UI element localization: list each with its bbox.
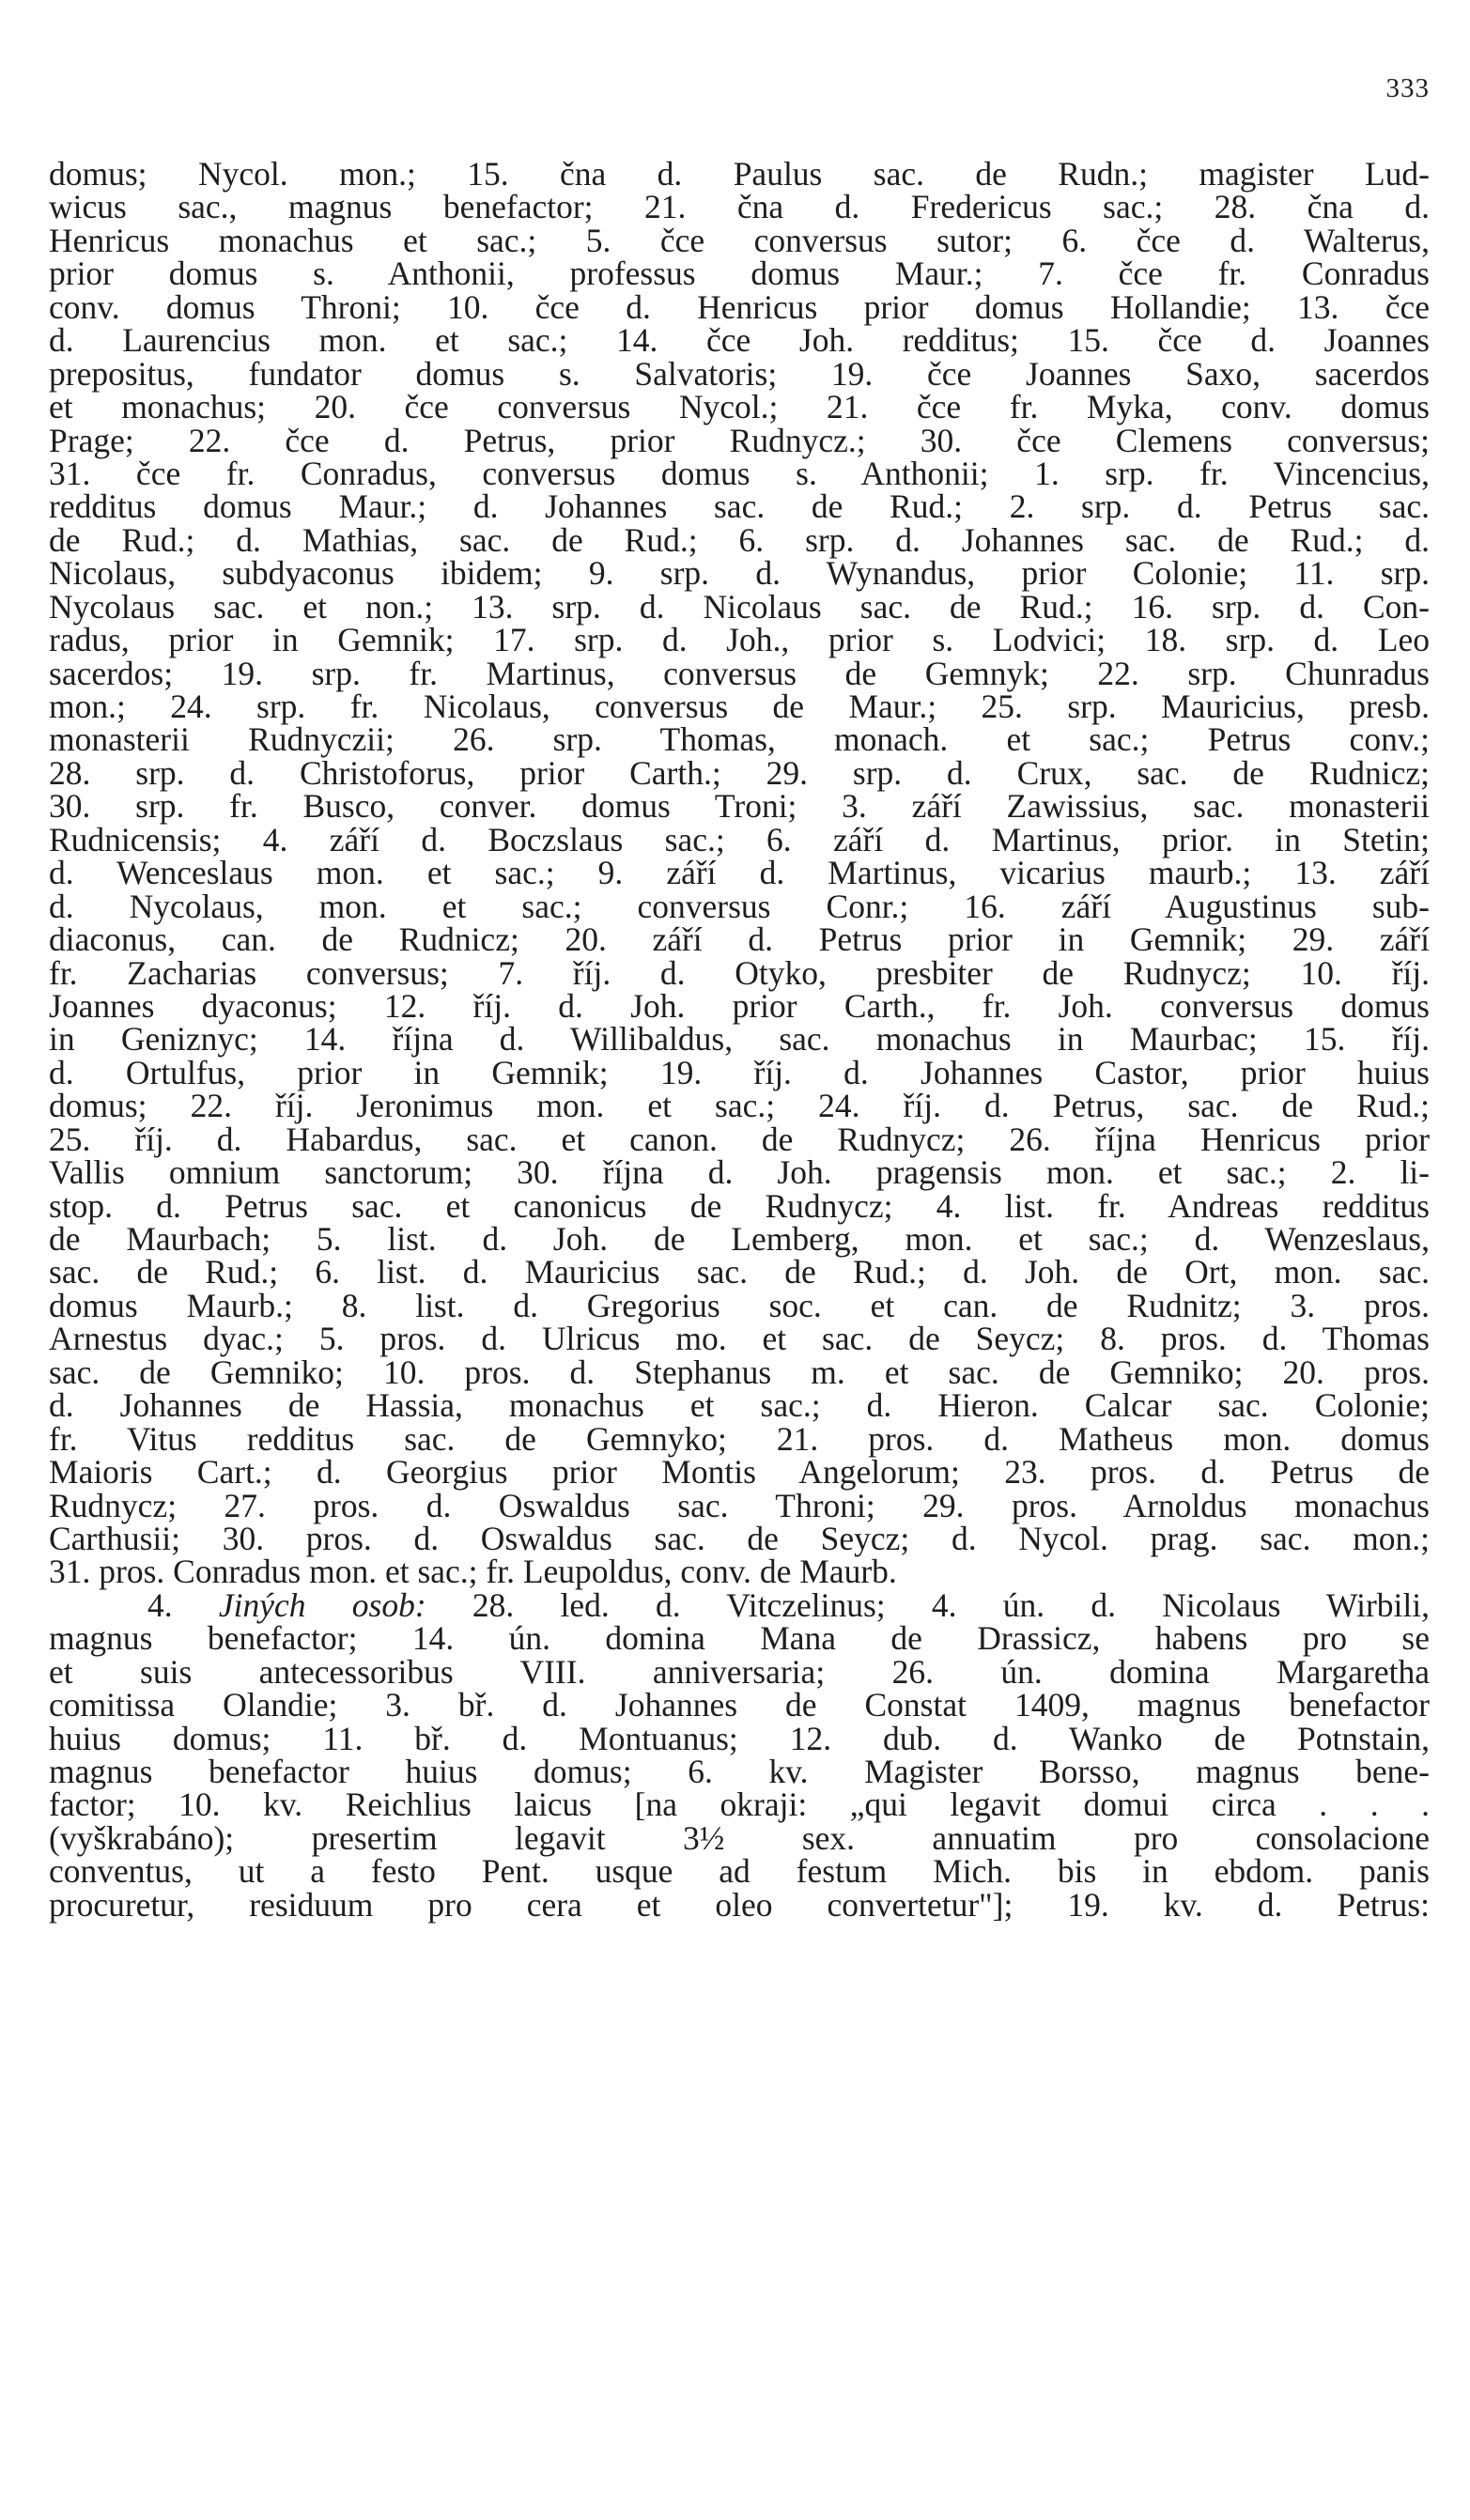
- text-line: magnus benefactor; 14. ún. domina Mana de Drassicz, habens pro se: [49, 1619, 1430, 1658]
- text-line: domus Maurb.; 8. list. d. Gregorius soc. et can. de Rudnitz; 3. pros.: [49, 1286, 1430, 1324]
- text-line: conv. domus Throni; 10. čce d. Henricus prior domus Hollandie; 13. čce: [49, 287, 1430, 326]
- text-line: Arnestus dyac.; 5. pros. d. Ulricus mo. et sac. de Seycz; 8. pros. d. Thomas: [49, 1320, 1430, 1358]
- text-line: de Maurbach; 5. list. d. Joh. de Lemberg, mon. et sac.; d. Wenzeslaus,: [49, 1220, 1430, 1258]
- text-line: procuretur, residuum pro cera et oleo convertetur"]; 19. kv. d. Petrus:: [49, 1885, 1430, 1924]
- text-line: 31. čce fr. Conradus, conversus domus s. Anthonii; 1. srp. fr. Vincencius,: [49, 454, 1430, 492]
- body-text: [49, 155, 1431, 1924]
- section-number: 4.: [147, 1585, 173, 1624]
- text-line: Maioris Cart.; d. Georgius prior Montis Angelorum; 23. pros. d. Petrus de: [49, 1453, 1430, 1492]
- text-line: Rudnicensis; 4. září d. Boczslaus sac.; 6. září d. Martinus, prior. in Stetin;: [49, 820, 1430, 858]
- text-line: fr. Vitus redditus sac. de Gemnyko; 21. pros. d. Matheus mon. domus: [49, 1419, 1430, 1458]
- text-line: sac. de Rud.; 6. list. d. Mauricius sac. de Rud.; d. Joh. de Ort, mon. sac.: [49, 1253, 1430, 1291]
- text-line: domus; 22. říj. Jeronimus mon. et sac.; 24. říj. d. Petrus, sac. de Rud.;: [49, 1087, 1430, 1125]
- text-line: mon.; 24. srp. fr. Nicolaus, conversus de Maur.; 25. srp. Mauricius, presb.: [49, 688, 1430, 725]
- section-heading: Jiných osob:: [218, 1585, 426, 1624]
- text-line: Nycolaus sac. et non.; 13. srp. d. Nicolaus sac. de Rud.; 16. srp. d. Con-: [49, 587, 1430, 626]
- text-line: in Geniznyc; 14. října d. Willibaldus, sac. monachus in Maurbac; 15. říj.: [49, 1020, 1430, 1059]
- text-line: stop. d. Petrus sac. et canonicus de Rudnycz; 4. list. fr. Andreas redditus: [49, 1186, 1430, 1225]
- text-line: domus; Nycol. mon.; 15. čna d. Paulus sac. de Rudn.; magister Lud-: [49, 155, 1430, 193]
- text-line: magnus benefactor huius domus; 6. kv. Magister Borsso, magnus bene-: [49, 1753, 1430, 1790]
- text-line: sacerdos; 19. srp. fr. Martinus, conversus de Gemnyk; 22. srp. Chunradus: [49, 654, 1430, 692]
- text-line: wicus sac., magnus benefactor; 21. čna d. Fredericus sac.; 28. čna d.: [49, 188, 1430, 226]
- text-line: comitissa Olandie; 3. bř. d. Johannes de Constat 1409, magnus benefactor: [49, 1686, 1430, 1724]
- text-line: monasterii Rudnyczii; 26. srp. Thomas, monach. et sac.; Petrus conv.;: [49, 720, 1430, 759]
- text-line: Carthusii; 30. pros. d. Oswaldus sac. de Seycz; d. Nycol. prag. sac. mon.;: [49, 1519, 1430, 1557]
- text-line: Rudnycz; 27. pros. d. Oswaldus sac. Throni; 29. pros. Arnoldus monachus: [49, 1486, 1430, 1524]
- text-line: et monachus; 20. čce conversus Nycol.; 21. čce fr. Myka, conv. domus: [49, 388, 1430, 426]
- text-line: Joannes dyaconus; 12. říj. d. Joh. prior Carth., fr. Joh. conversus domus: [49, 986, 1430, 1025]
- text-line: factor; 10. kv. Reichlius laicus [na okraji: „qui legavit domui circa . . .: [49, 1786, 1430, 1824]
- text-line: fr. Zacharias conversus; 7. říj. d. Otyko, presbiter de Rudnycz; 10. říj.: [49, 953, 1430, 992]
- text-line: d. Wenceslaus mon. et sac.; 9. září d. Martinus, vicarius maurb.; 13. září: [49, 854, 1430, 892]
- text-line: conventus, ut a festo Pent. usque ad festum Mich. bis in ebdom. panis: [49, 1852, 1430, 1891]
- text-line: redditus domus Maur.; d. Johannes sac. de Rud.; 2. srp. d. Petrus sac.: [49, 487, 1430, 526]
- text-line: d. Nycolaus, mon. et sac.; conversus Conr.; 16. září Augustinus sub-: [49, 887, 1430, 925]
- text-line: d. Ortulfus, prior in Gemnik; 19. říj. d. Johannes Castor, prior huius: [49, 1053, 1430, 1091]
- obituary-list: [49, 155, 1430, 1591]
- text-line: diaconus, can. de Rudnicz; 20. září d. Petrus prior in Gemnik; 29. září: [49, 920, 1430, 959]
- text-line: 31. pros. Conradus mon. et sac.; fr. Leupoldus, conv. de Maurb.: [49, 1553, 897, 1591]
- text-line: Henricus monachus et sac.; 5. čce conversus sutor; 6. čce d. Walterus,: [49, 221, 1430, 259]
- text-line: et suis antecessoribus VIII. anniversaria; 26. ún. domina Margaretha: [49, 1652, 1430, 1691]
- text-line: 30. srp. fr. Busco, conver. domus Troni; 3. září Zawissius, sac. monasterii: [49, 787, 1430, 826]
- section-first-line-text: 28. led. d. Vitczelinus; 4. ún. d. Nicolaus Wirbili,: [472, 1585, 1431, 1624]
- section-4-first-line: [49, 1585, 1431, 1624]
- text-line: d. Johannes de Hassia, monachus et sac.; d. Hieron. Calcar sac. Colonie;: [49, 1386, 1430, 1425]
- text-line: Vallis omnium sanctorum; 30. října d. Joh. pragensis mon. et sac.; 2. li-: [49, 1153, 1430, 1192]
- text-line: prior domus s. Anthonii, professus domus Maur.; 7. čce fr. Conradus: [49, 255, 1430, 293]
- text-line: prepositus, fundator domus s. Salvatoris; 19. čce Joannes Saxo, sacerdos: [49, 354, 1430, 393]
- section-4-text: [49, 1619, 1430, 1924]
- page-number: 333: [1385, 73, 1430, 103]
- text-line: Nicolaus, subdyaconus ibidem; 9. srp. d. Wynandus, prior Colonie; 11. srp.: [49, 554, 1430, 593]
- text-line: Prage; 22. čce d. Petrus, prior Rudnycz.; 30. čce Clemens conversus;: [49, 421, 1430, 459]
- text-line: 28. srp. d. Christoforus, prior Carth.; 29. srp. d. Crux, sac. de Rudnicz;: [49, 753, 1430, 792]
- text-line: de Rud.; d. Mathias, sac. de Rud.; 6. srp. d. Johannes sac. de Rud.; d.: [49, 520, 1430, 559]
- text-line: radus, prior in Gemnik; 17. srp. d. Joh., prior s. Lodvici; 18. srp. d. Leo: [49, 621, 1430, 659]
- text-line: sac. de Gemniko; 10. pros. d. Stephanus m. et sac. de Gemniko; 20. pros.: [49, 1353, 1430, 1391]
- text-line: 25. říj. d. Habardus, sac. et canon. de Rudnycz; 26. října Henricus prior: [49, 1120, 1430, 1158]
- text-line: huius domus; 11. bř. d. Montuanus; 12. dub. d. Wanko de Potnstain,: [49, 1719, 1430, 1757]
- text-line: (vyškrabáno); presertim legavit 3½ sex. annuatim pro consolacione: [49, 1818, 1430, 1857]
- text-line: d. Laurencius mon. et sac.; 14. čce Joh. redditus; 15. čce d. Joannes: [49, 321, 1430, 360]
